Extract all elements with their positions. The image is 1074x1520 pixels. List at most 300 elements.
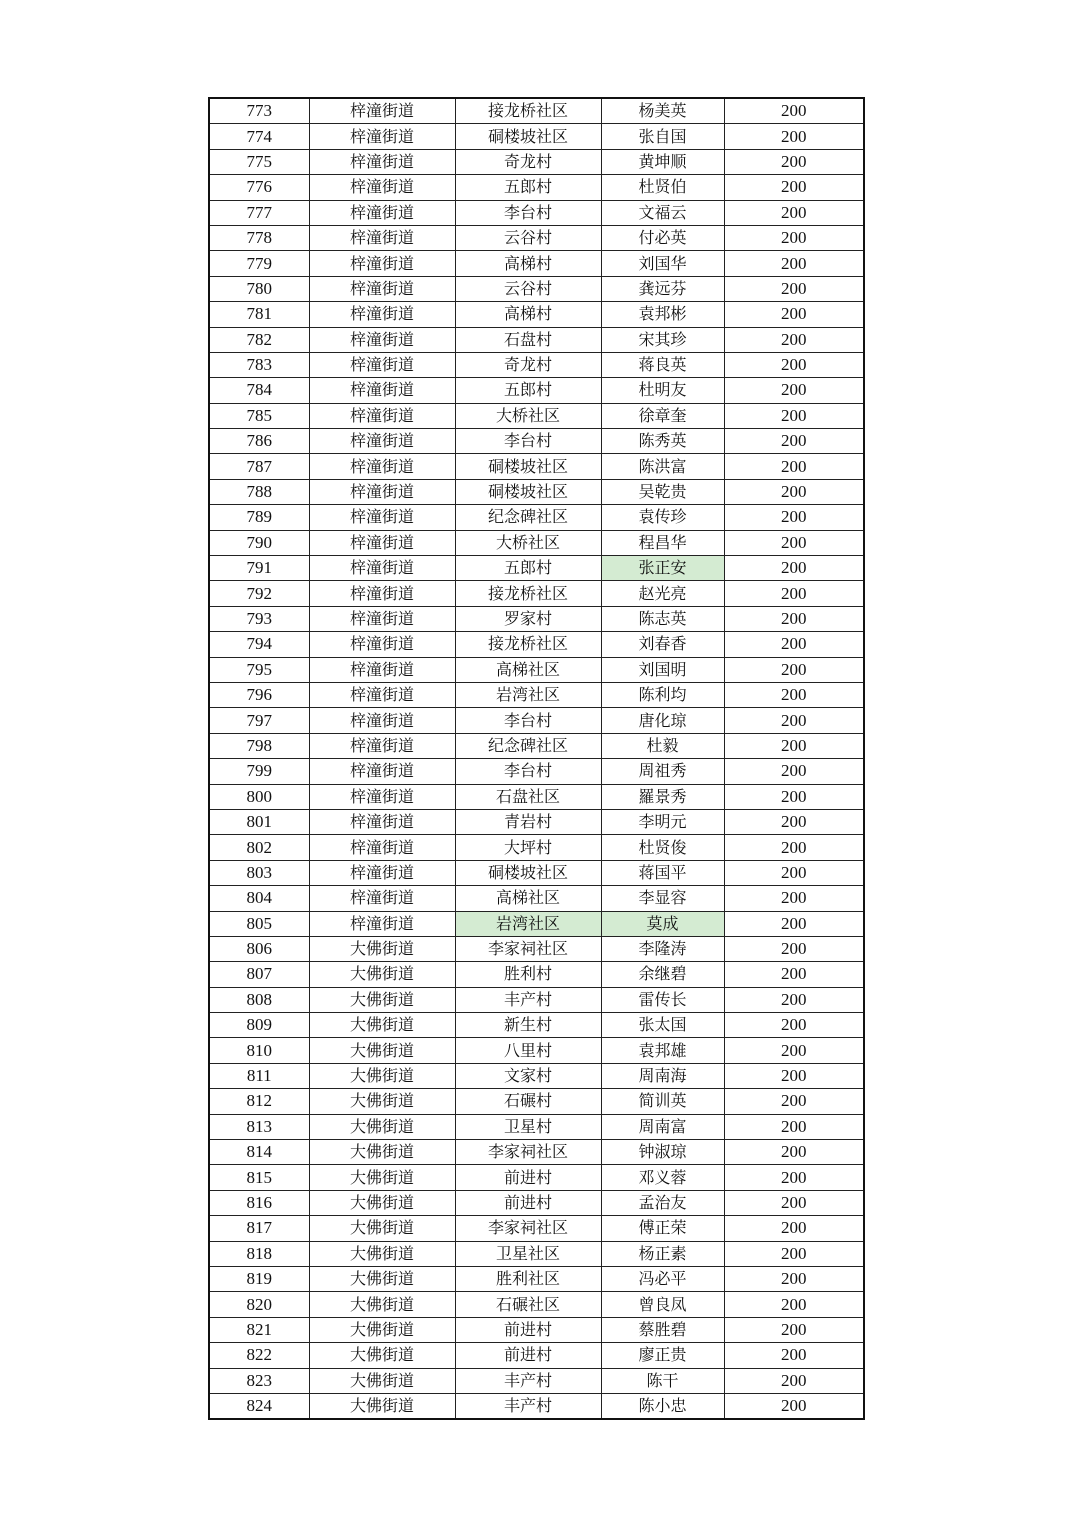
row-number-cell: 775 — [209, 149, 309, 174]
person-name-cell: 蒋国平 — [601, 860, 724, 885]
street-cell: 大佛街道 — [309, 962, 455, 987]
person-name-cell: 蔡胜碧 — [601, 1317, 724, 1342]
amount-cell: 200 — [724, 835, 864, 860]
amount-cell: 200 — [724, 733, 864, 758]
row-number-cell: 805 — [209, 911, 309, 936]
amount-cell: 200 — [724, 1266, 864, 1291]
village-cell: 李家祠社区 — [455, 936, 601, 961]
amount-cell: 200 — [724, 352, 864, 377]
amount-cell: 200 — [724, 98, 864, 124]
village-cell: 大坪村 — [455, 835, 601, 860]
row-number-cell: 777 — [209, 200, 309, 225]
amount-cell: 200 — [724, 327, 864, 352]
table-row — [209, 124, 864, 149]
person-name-cell: 陈利均 — [601, 682, 724, 707]
row-number-cell: 810 — [209, 1038, 309, 1063]
table-row — [209, 327, 864, 352]
table-row — [209, 1089, 864, 1114]
row-number-cell: 795 — [209, 657, 309, 682]
person-name-cell: 冯必平 — [601, 1266, 724, 1291]
street-cell: 梓潼街道 — [309, 860, 455, 885]
person-name-cell: 李明元 — [601, 809, 724, 834]
village-cell: 前进村 — [455, 1165, 601, 1190]
row-number-cell: 815 — [209, 1165, 309, 1190]
person-name-cell: 唐化琼 — [601, 708, 724, 733]
street-cell: 梓潼街道 — [309, 784, 455, 809]
person-name-cell: 周南海 — [601, 1063, 724, 1088]
village-cell: 岩湾社区 — [455, 911, 601, 936]
village-cell: 青岩村 — [455, 809, 601, 834]
row-number-cell: 821 — [209, 1317, 309, 1342]
village-cell: 李台村 — [455, 759, 601, 784]
street-cell: 梓潼街道 — [309, 606, 455, 631]
person-name-cell: 吴乾贵 — [601, 479, 724, 504]
street-cell: 大佛街道 — [309, 987, 455, 1012]
village-cell: 石碾村 — [455, 1089, 601, 1114]
village-cell: 卫星社区 — [455, 1241, 601, 1266]
table-row — [209, 530, 864, 555]
table-row — [209, 302, 864, 327]
village-cell: 李台村 — [455, 200, 601, 225]
table-row — [209, 987, 864, 1012]
street-cell: 梓潼街道 — [309, 175, 455, 200]
amount-cell: 200 — [724, 1165, 864, 1190]
table-row — [209, 581, 864, 606]
person-name-cell: 羅景秀 — [601, 784, 724, 809]
row-number-cell: 797 — [209, 708, 309, 733]
street-cell: 大佛街道 — [309, 1241, 455, 1266]
street-cell: 梓潼街道 — [309, 835, 455, 860]
row-number-cell: 782 — [209, 327, 309, 352]
village-cell: 胜利社区 — [455, 1266, 601, 1291]
street-cell: 梓潼街道 — [309, 886, 455, 911]
person-name-cell: 龚远芬 — [601, 276, 724, 301]
amount-cell: 200 — [724, 759, 864, 784]
row-number-cell: 776 — [209, 175, 309, 200]
amount-cell: 200 — [724, 682, 864, 707]
table-row — [209, 225, 864, 250]
village-cell: 硐楼坡社区 — [455, 454, 601, 479]
village-cell: 丰产村 — [455, 987, 601, 1012]
street-cell: 大佛街道 — [309, 1140, 455, 1165]
person-name-cell: 黄坤顺 — [601, 149, 724, 174]
row-number-cell: 796 — [209, 682, 309, 707]
street-cell: 大佛街道 — [309, 1063, 455, 1088]
amount-cell: 200 — [724, 708, 864, 733]
row-number-cell: 778 — [209, 225, 309, 250]
street-cell: 梓潼街道 — [309, 98, 455, 124]
village-cell: 高梯社区 — [455, 886, 601, 911]
person-name-cell: 莫成 — [601, 911, 724, 936]
person-name-cell: 杜明友 — [601, 378, 724, 403]
village-cell: 李家祠社区 — [455, 1216, 601, 1241]
amount-cell: 200 — [724, 936, 864, 961]
person-name-cell: 张太国 — [601, 1013, 724, 1038]
person-name-cell: 杨美英 — [601, 98, 724, 124]
row-number-cell: 809 — [209, 1013, 309, 1038]
street-cell: 梓潼街道 — [309, 276, 455, 301]
table-row — [209, 175, 864, 200]
amount-cell: 200 — [724, 378, 864, 403]
table-row — [209, 1140, 864, 1165]
amount-cell: 200 — [724, 809, 864, 834]
street-cell: 梓潼街道 — [309, 200, 455, 225]
table-row — [209, 1343, 864, 1368]
amount-cell: 200 — [724, 429, 864, 454]
street-cell: 梓潼街道 — [309, 809, 455, 834]
person-name-cell: 程昌华 — [601, 530, 724, 555]
person-name-cell: 钟淑琼 — [601, 1140, 724, 1165]
row-number-cell: 823 — [209, 1368, 309, 1393]
person-name-cell: 廖正贵 — [601, 1343, 724, 1368]
amount-cell: 200 — [724, 606, 864, 631]
amount-cell: 200 — [724, 556, 864, 581]
row-number-cell: 774 — [209, 124, 309, 149]
row-number-cell: 808 — [209, 987, 309, 1012]
street-cell: 大佛街道 — [309, 1038, 455, 1063]
table-row — [209, 759, 864, 784]
amount-cell: 200 — [724, 1343, 864, 1368]
village-cell: 云谷村 — [455, 225, 601, 250]
village-cell: 前进村 — [455, 1343, 601, 1368]
row-number-cell: 781 — [209, 302, 309, 327]
village-cell: 石碾社区 — [455, 1292, 601, 1317]
amount-cell: 200 — [724, 581, 864, 606]
row-number-cell: 801 — [209, 809, 309, 834]
street-cell: 梓潼街道 — [309, 302, 455, 327]
amount-cell: 200 — [724, 1368, 864, 1393]
amount-cell: 200 — [724, 1140, 864, 1165]
village-cell: 硐楼坡社区 — [455, 124, 601, 149]
street-cell: 大佛街道 — [309, 1216, 455, 1241]
amount-cell: 200 — [724, 530, 864, 555]
village-cell: 前进村 — [455, 1317, 601, 1342]
village-cell: 八里村 — [455, 1038, 601, 1063]
amount-cell: 200 — [724, 1317, 864, 1342]
table-row — [209, 784, 864, 809]
table-row — [209, 835, 864, 860]
street-cell: 大佛街道 — [309, 1368, 455, 1393]
village-cell: 李家祠社区 — [455, 1140, 601, 1165]
table-row — [209, 200, 864, 225]
street-cell: 大佛街道 — [309, 1266, 455, 1291]
person-name-cell: 陈洪富 — [601, 454, 724, 479]
row-number-cell: 785 — [209, 403, 309, 428]
amount-cell: 200 — [724, 302, 864, 327]
row-number-cell: 788 — [209, 479, 309, 504]
person-name-cell: 雷传长 — [601, 987, 724, 1012]
table-row — [209, 682, 864, 707]
village-cell: 硐楼坡社区 — [455, 479, 601, 504]
table-row — [209, 1393, 864, 1419]
amount-cell: 200 — [724, 200, 864, 225]
person-name-cell: 陈秀英 — [601, 429, 724, 454]
amount-cell: 200 — [724, 1393, 864, 1419]
amount-cell: 200 — [724, 962, 864, 987]
person-name-cell: 徐章奎 — [601, 403, 724, 428]
row-number-cell: 799 — [209, 759, 309, 784]
amount-cell: 200 — [724, 657, 864, 682]
street-cell: 梓潼街道 — [309, 505, 455, 530]
person-name-cell: 余继碧 — [601, 962, 724, 987]
row-number-cell: 806 — [209, 936, 309, 961]
amount-cell: 200 — [724, 1038, 864, 1063]
row-number-cell: 820 — [209, 1292, 309, 1317]
table-row — [209, 1292, 864, 1317]
village-cell: 李台村 — [455, 429, 601, 454]
street-cell: 梓潼街道 — [309, 225, 455, 250]
amount-cell: 200 — [724, 276, 864, 301]
table-row — [209, 962, 864, 987]
row-number-cell: 789 — [209, 505, 309, 530]
street-cell: 梓潼街道 — [309, 251, 455, 276]
row-number-cell: 780 — [209, 276, 309, 301]
table-row — [209, 352, 864, 377]
person-name-cell: 杜贤俊 — [601, 835, 724, 860]
row-number-cell: 822 — [209, 1343, 309, 1368]
row-number-cell: 798 — [209, 733, 309, 758]
amount-cell: 200 — [724, 1089, 864, 1114]
village-cell: 丰产村 — [455, 1368, 601, 1393]
row-number-cell: 787 — [209, 454, 309, 479]
table-row — [209, 429, 864, 454]
street-cell: 大佛街道 — [309, 1165, 455, 1190]
village-cell: 五郎村 — [455, 556, 601, 581]
street-cell: 梓潼街道 — [309, 429, 455, 454]
table-row — [209, 632, 864, 657]
table-row — [209, 98, 864, 124]
street-cell: 大佛街道 — [309, 1343, 455, 1368]
street-cell: 大佛街道 — [309, 1190, 455, 1215]
amount-cell: 200 — [724, 632, 864, 657]
person-name-cell: 张自国 — [601, 124, 724, 149]
street-cell: 梓潼街道 — [309, 759, 455, 784]
table-row — [209, 657, 864, 682]
amount-cell: 200 — [724, 251, 864, 276]
row-number-cell: 791 — [209, 556, 309, 581]
table-row — [209, 1063, 864, 1088]
row-number-cell: 779 — [209, 251, 309, 276]
person-name-cell: 周祖秀 — [601, 759, 724, 784]
row-number-cell: 814 — [209, 1140, 309, 1165]
street-cell: 梓潼街道 — [309, 479, 455, 504]
person-name-cell: 杨正素 — [601, 1241, 724, 1266]
table-row — [209, 1368, 864, 1393]
person-name-cell: 袁邦雄 — [601, 1038, 724, 1063]
table-row — [209, 733, 864, 758]
amount-cell: 200 — [724, 860, 864, 885]
street-cell: 梓潼街道 — [309, 556, 455, 581]
table-row — [209, 606, 864, 631]
street-cell: 大佛街道 — [309, 936, 455, 961]
person-name-cell: 杜毅 — [601, 733, 724, 758]
street-cell: 大佛街道 — [309, 1114, 455, 1139]
table-row — [209, 505, 864, 530]
table-row — [209, 556, 864, 581]
row-number-cell: 792 — [209, 581, 309, 606]
village-cell: 云谷村 — [455, 276, 601, 301]
row-number-cell: 812 — [209, 1089, 309, 1114]
person-name-cell: 蒋良英 — [601, 352, 724, 377]
table-row — [209, 860, 864, 885]
street-cell: 梓潼街道 — [309, 378, 455, 403]
village-cell: 高梯社区 — [455, 657, 601, 682]
village-cell: 大桥社区 — [455, 530, 601, 555]
village-cell: 石盘村 — [455, 327, 601, 352]
row-number-cell: 813 — [209, 1114, 309, 1139]
table-row — [209, 276, 864, 301]
table-row — [209, 1114, 864, 1139]
street-cell: 大佛街道 — [309, 1013, 455, 1038]
village-cell: 纪念碑社区 — [455, 733, 601, 758]
amount-cell: 200 — [724, 1013, 864, 1038]
row-number-cell: 803 — [209, 860, 309, 885]
person-name-cell: 刘国明 — [601, 657, 724, 682]
village-cell: 文家村 — [455, 1063, 601, 1088]
street-cell: 梓潼街道 — [309, 708, 455, 733]
amount-cell: 200 — [724, 1114, 864, 1139]
village-cell: 高梯村 — [455, 302, 601, 327]
person-name-cell: 陈志英 — [601, 606, 724, 631]
amount-cell: 200 — [724, 403, 864, 428]
person-name-cell: 杜贤伯 — [601, 175, 724, 200]
village-cell: 胜利村 — [455, 962, 601, 987]
row-number-cell: 819 — [209, 1266, 309, 1291]
street-cell: 大佛街道 — [309, 1393, 455, 1419]
row-number-cell: 790 — [209, 530, 309, 555]
table-row — [209, 1013, 864, 1038]
table-row — [209, 1038, 864, 1063]
amount-cell: 200 — [724, 175, 864, 200]
person-name-cell: 简训英 — [601, 1089, 724, 1114]
village-cell: 接龙桥社区 — [455, 98, 601, 124]
table-row — [209, 454, 864, 479]
person-name-cell: 刘春香 — [601, 632, 724, 657]
person-name-cell: 付必英 — [601, 225, 724, 250]
village-cell: 五郎村 — [455, 378, 601, 403]
person-name-cell: 袁邦彬 — [601, 302, 724, 327]
table-body — [209, 98, 864, 1419]
village-cell: 奇龙村 — [455, 149, 601, 174]
table-row — [209, 1266, 864, 1291]
street-cell: 梓潼街道 — [309, 352, 455, 377]
amount-cell: 200 — [724, 987, 864, 1012]
table-row — [209, 479, 864, 504]
street-cell: 大佛街道 — [309, 1317, 455, 1342]
row-number-cell: 817 — [209, 1216, 309, 1241]
amount-cell: 200 — [724, 505, 864, 530]
village-cell: 接龙桥社区 — [455, 581, 601, 606]
table-row — [209, 809, 864, 834]
table-row — [209, 403, 864, 428]
row-number-cell: 818 — [209, 1241, 309, 1266]
row-number-cell: 793 — [209, 606, 309, 631]
person-name-cell: 邓义蓉 — [601, 1165, 724, 1190]
amount-cell: 200 — [724, 1190, 864, 1215]
subsidy-list-table — [208, 97, 865, 1420]
street-cell: 梓潼街道 — [309, 530, 455, 555]
row-number-cell: 784 — [209, 378, 309, 403]
street-cell: 大佛街道 — [309, 1089, 455, 1114]
table-row — [209, 936, 864, 961]
village-cell: 五郎村 — [455, 175, 601, 200]
amount-cell: 200 — [724, 1292, 864, 1317]
village-cell: 前进村 — [455, 1190, 601, 1215]
table-row — [209, 378, 864, 403]
amount-cell: 200 — [724, 1216, 864, 1241]
street-cell: 梓潼街道 — [309, 632, 455, 657]
person-name-cell: 陈干 — [601, 1368, 724, 1393]
village-cell: 罗家村 — [455, 606, 601, 631]
person-name-cell: 李显容 — [601, 886, 724, 911]
village-cell: 纪念碑社区 — [455, 505, 601, 530]
street-cell: 梓潼街道 — [309, 124, 455, 149]
street-cell: 梓潼街道 — [309, 327, 455, 352]
street-cell: 梓潼街道 — [309, 911, 455, 936]
street-cell: 梓潼街道 — [309, 149, 455, 174]
village-cell: 李台村 — [455, 708, 601, 733]
amount-cell: 200 — [724, 784, 864, 809]
row-number-cell: 800 — [209, 784, 309, 809]
amount-cell: 200 — [724, 1063, 864, 1088]
amount-cell: 200 — [724, 911, 864, 936]
street-cell: 梓潼街道 — [309, 581, 455, 606]
street-cell: 梓潼街道 — [309, 403, 455, 428]
village-cell: 大桥社区 — [455, 403, 601, 428]
table-row — [209, 1216, 864, 1241]
person-name-cell: 刘国华 — [601, 251, 724, 276]
person-name-cell: 周南富 — [601, 1114, 724, 1139]
row-number-cell: 783 — [209, 352, 309, 377]
person-name-cell: 张正安 — [601, 556, 724, 581]
street-cell: 梓潼街道 — [309, 454, 455, 479]
table-row — [209, 149, 864, 174]
amount-cell: 200 — [724, 454, 864, 479]
table-row — [209, 1165, 864, 1190]
amount-cell: 200 — [724, 886, 864, 911]
amount-cell: 200 — [724, 1241, 864, 1266]
person-name-cell: 文福云 — [601, 200, 724, 225]
table-row — [209, 911, 864, 936]
village-cell: 接龙桥社区 — [455, 632, 601, 657]
table-row — [209, 708, 864, 733]
village-cell: 卫星村 — [455, 1114, 601, 1139]
table-row — [209, 251, 864, 276]
table-row — [209, 1241, 864, 1266]
person-name-cell: 李隆涛 — [601, 936, 724, 961]
row-number-cell: 816 — [209, 1190, 309, 1215]
person-name-cell: 宋其珍 — [601, 327, 724, 352]
street-cell: 梓潼街道 — [309, 733, 455, 758]
village-cell: 丰产村 — [455, 1393, 601, 1419]
amount-cell: 200 — [724, 124, 864, 149]
village-cell: 硐楼坡社区 — [455, 860, 601, 885]
village-cell: 新生村 — [455, 1013, 601, 1038]
street-cell: 大佛街道 — [309, 1292, 455, 1317]
person-name-cell: 孟治友 — [601, 1190, 724, 1215]
row-number-cell: 802 — [209, 835, 309, 860]
person-name-cell: 赵光亮 — [601, 581, 724, 606]
row-number-cell: 824 — [209, 1393, 309, 1419]
row-number-cell: 794 — [209, 632, 309, 657]
row-number-cell: 786 — [209, 429, 309, 454]
village-cell: 高梯村 — [455, 251, 601, 276]
village-cell: 岩湾社区 — [455, 682, 601, 707]
table-row — [209, 1317, 864, 1342]
row-number-cell: 773 — [209, 98, 309, 124]
row-number-cell: 811 — [209, 1063, 309, 1088]
street-cell: 梓潼街道 — [309, 657, 455, 682]
